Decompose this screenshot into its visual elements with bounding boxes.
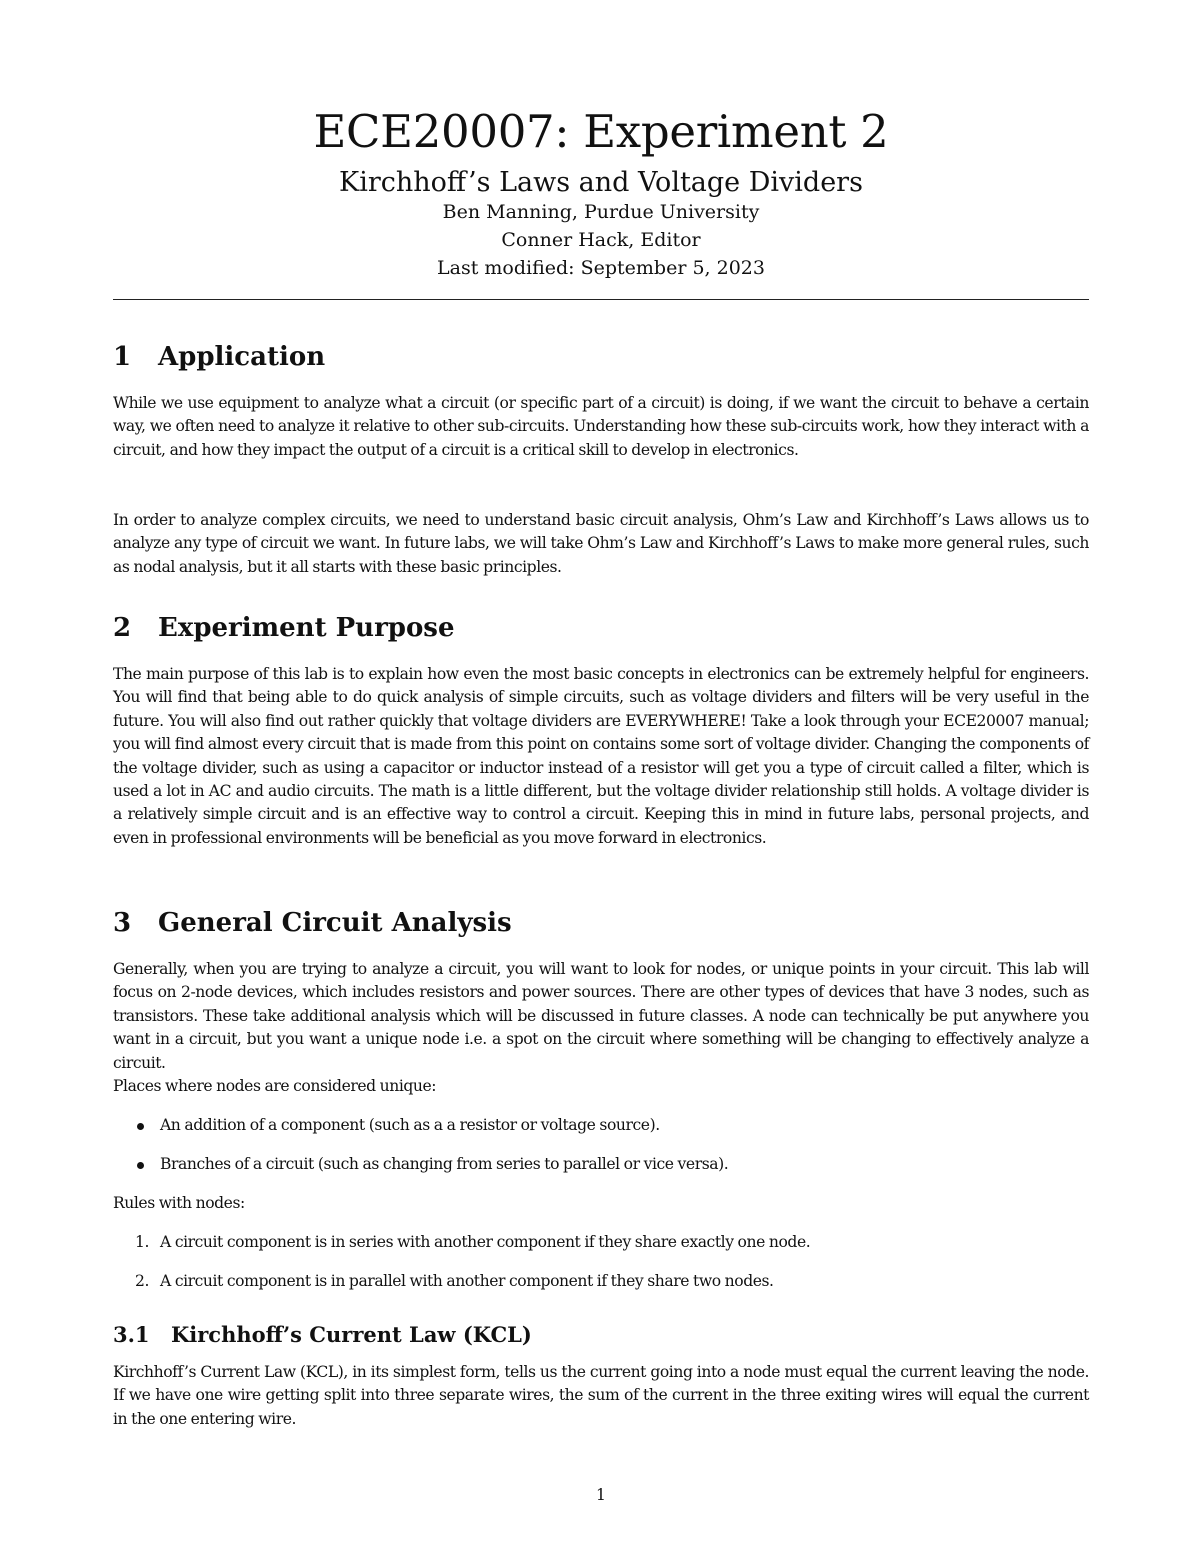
paragraph: Places where nodes are considered unique: bbox=[113, 1077, 437, 1095]
section-heading-experiment-purpose bbox=[113, 611, 455, 645]
title-divider bbox=[113, 299, 1089, 300]
paragraph: In order to analyze complex circuits, we need to understand basic circuit analysis, Ohm’s Law and Kirchhoff’s Laws allows us to analyze any type of circuit we want. In future labs, we will take Ohm’s Law and Kirchhoff’s Laws to make more general rules, such as nodal analysis, but it all starts with these basic principles. bbox=[113, 511, 1089, 576]
bullet-item bbox=[135, 1114, 1089, 1137]
bullet-text: Branches of a circuit (such as changing from series to parallel or vice versa). bbox=[160, 1155, 729, 1173]
subsection-number: 3.1 bbox=[113, 1322, 150, 1347]
section-number: 1 bbox=[113, 342, 132, 372]
paragraph: Kirchhoff’s Current Law (KCL), in its simplest form, tells us the current going into a node must equal the current leaving the node. If we have one wire getting split into three separate wires, the sum of the current in the three exiting wires will equal the current in the one entering wire. bbox=[113, 1363, 1089, 1428]
section-title: Experiment Purpose bbox=[158, 613, 455, 643]
paragraph: The main purpose of this lab is to explain how even the most basic concepts in electronics can be extremely helpful for engineers. You will find that being able to do quick analysis of simple circuits, such as voltage dividers and filters will be very useful in the future. You will also find out rather quickly that voltage dividers are EVERYWHERE! Take a look through your ECE20007 manual; you will find almost every circuit that is made from this point on contains some sort of voltage divider. Changing the components of the voltage divider, such as using a capacitor or inductor instead of a resistor will get you a type of circuit called a filter, which is used a lot in AC and audio circuits. The math is a little different, but the voltage divider relationship still holds. A voltage divider is a relatively simple circuit and is an effective way to control a circuit. Keeping this in mind in future labs, personal projects, and even in professional environments will be beneficial as you move forward in electronics. bbox=[113, 665, 1089, 847]
document-page bbox=[113, 0, 1089, 1553]
section-title: Application bbox=[158, 342, 326, 372]
section-title: General Circuit Analysis bbox=[158, 908, 512, 938]
page-number: 1 bbox=[596, 1486, 606, 1504]
bullet-icon bbox=[137, 1123, 144, 1130]
numbered-item bbox=[135, 1231, 1089, 1254]
paragraph: Rules with nodes: bbox=[113, 1194, 245, 1212]
bullet-icon bbox=[137, 1162, 144, 1169]
subsection-title: Kirchhoff’s Current Law (KCL) bbox=[171, 1322, 532, 1347]
last-modified-line: Last modified: September 5, 2023 bbox=[437, 257, 765, 279]
document-subtitle: Kirchhoff’s Laws and Voltage Dividers bbox=[339, 167, 863, 198]
bullet-text: An addition of a component (such as a a resistor or voltage source). bbox=[160, 1116, 660, 1134]
paragraph: While we use equipment to analyze what a circuit (or specific part of a circuit) is doing, if we want the circuit to behave a certain way, we often need to analyze it relative to other sub-circuits. Understanding how these sub-circuits work, how they interact with a circuit, and how they impact the output of a circuit is a critical skill to develop in electronics. bbox=[113, 394, 1089, 459]
bullet-item bbox=[135, 1153, 1089, 1176]
section-heading-general-circuit-analysis bbox=[113, 906, 512, 940]
section-heading-application bbox=[113, 340, 325, 374]
editor-line: Conner Hack, Editor bbox=[501, 229, 701, 251]
numbered-item bbox=[135, 1270, 1089, 1293]
item-number: 2. bbox=[135, 1272, 149, 1290]
item-text: A circuit component is in parallel with another component if they share two nodes. bbox=[160, 1272, 774, 1290]
paragraph: Generally, when you are trying to analyze a circuit, you will want to look for nodes, or unique points in your circuit. This lab will focus on 2-node devices, which includes resistors and power sources. There are other types of devices that have 3 nodes, such as transistors. These take additional analysis which will be discussed in future classes. A node can technically be put anywhere you want in a circuit, but you want a unique node i.e. a spot on the circuit where something will be changing to effectively analyze a circuit. bbox=[113, 960, 1089, 1072]
item-text: A circuit component is in series with another component if they share exactly one node. bbox=[160, 1233, 811, 1251]
section-number: 3 bbox=[113, 908, 132, 938]
author-line: Ben Manning, Purdue University bbox=[442, 201, 760, 223]
section-number: 2 bbox=[113, 613, 132, 643]
item-number: 1. bbox=[135, 1233, 149, 1251]
subsection-heading-kcl bbox=[113, 1321, 532, 1349]
document-title: ECE20007: Experiment 2 bbox=[313, 105, 889, 158]
